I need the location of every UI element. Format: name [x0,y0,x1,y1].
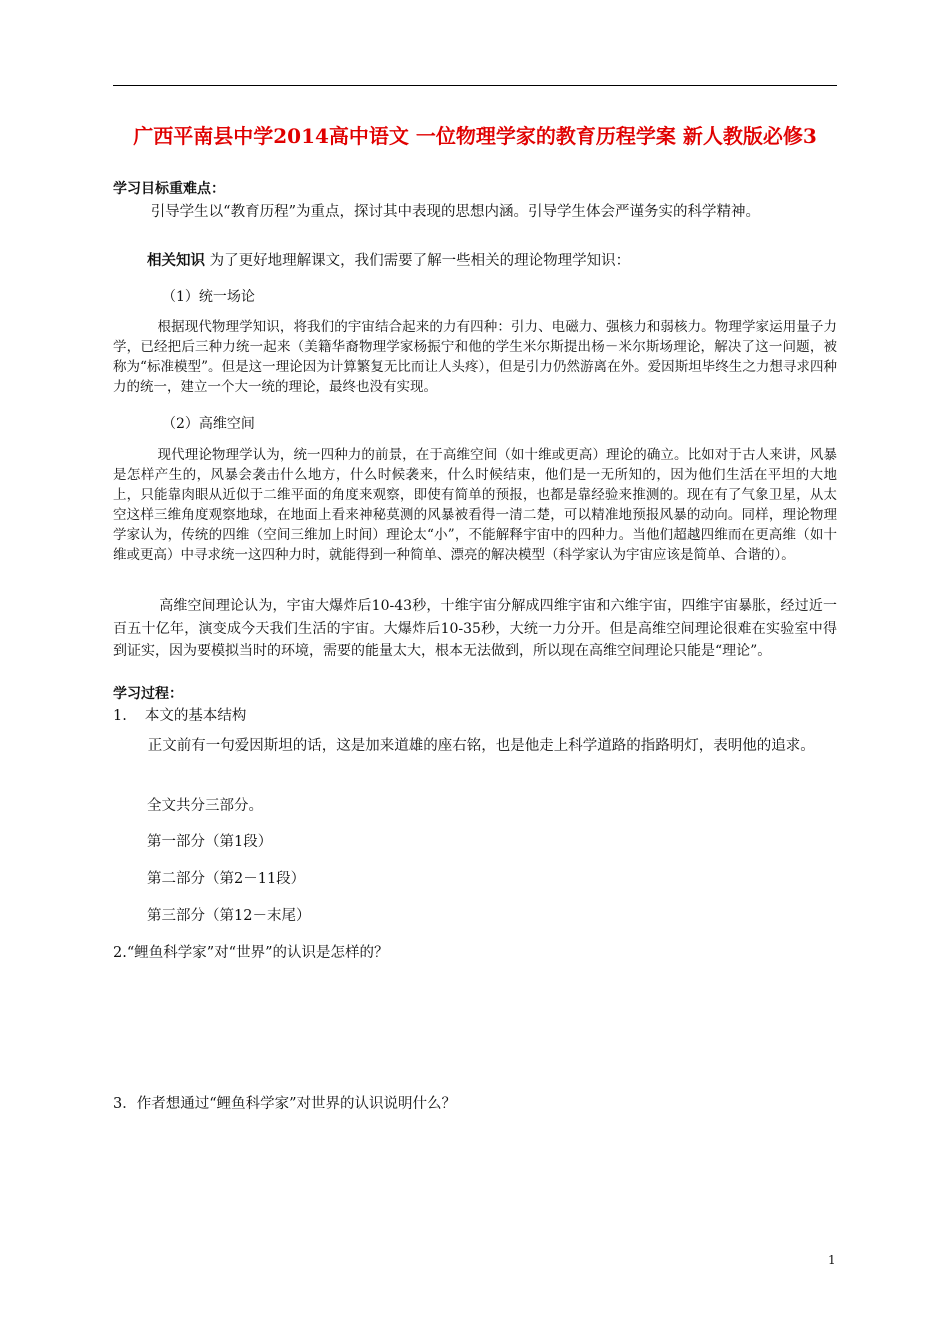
question-3: 3．作者想通过“鲤鱼科学家”对世界的认识说明什么？ [113,1096,457,1112]
goals-text: 引导学生以“教育历程”为重点，探讨其中表现的思想内涵。引导学生体会严谨务实的科学精神。 [150,204,761,220]
question-1 [113,703,837,730]
page-number: 1 [828,1253,836,1267]
structure-text: 正文前有一句爱因斯坦的话，这是加来道雄的座右铭，也是他走上科学道路的指路明灯，表明他的追求。 [147,738,815,754]
question-1-number: 1. [113,708,127,724]
header-rule [113,85,837,86]
question-1-text: 本文的基本结构 [144,708,247,724]
parts-intro: 全文共分三部分。 [147,798,263,814]
section1-heading: （1）统一场论 [162,289,255,305]
knowledge-label: 相关知识 [147,252,205,269]
section2-heading: （2）高维空间 [162,416,255,432]
section2-paragraph-1: 现代理论物理学认为，统一四种力的前景，在于高维空间（如十维或更高）理论的确立。比如对于古人来讲，风暴是怎样产生的，风暴会袭击什么地方，什么时候袭来，什么时候结束，他们是一无所知的，因为他们生活在平坦的大地上，只能靠肉眼从近似于二维平面的角度来观察，即使有简单的预报，也都是靠经验来推测的。现在有了气象卫星，从太空这样三维角度观察地球，在地面上看来神秘莫测的风暴被看得一清二楚，可以精准地预报风暴的动向。同样，理论物理学家认为，传统的四维（空间三维加上时间）理论太“小”，不能解释宇宙中的四种力。当他们超越四维而在更高维（如十维或更高）中寻求统一这四种力时，就能得到一种简单、漂亮的解决模型（科学家认为宇宙应该是简单、合谐的）。 [113,447,837,563]
document-title: 广西平南县中学2014高中语文 一位物理学家的教育历程学案 新人教版必修3 [133,124,817,148]
process-heading: 学习过程： [113,686,183,702]
question-2: 2.“鲤鱼科学家”对“世界”的认识是怎样的？ [113,945,389,961]
section2-paragraph-2: 高维空间理论认为，宇宙大爆炸后10-43秒，十维宇宙分解成四维宇宙和六维宇宙，四维宇宙暴胀，经过近一百五十亿年，演变成今天我们生活的宇宙。大爆炸后10-35秒，大统一力分开。但是高维空间理论很难在实验室中得到证实，因为要模拟当时的环境，需要的能量太大，根本无法做到，所以现在高维空间理论只能是“理论”。 [113,598,837,659]
goals-heading: 学习目标重难点： [113,181,225,197]
knowledge-text: 为了更好地理解课文，我们需要了解一些相关的理论物理学知识： [205,253,631,269]
part-1: 第一部分（第1段） [147,834,273,850]
knowledge-line [113,250,837,272]
part-2: 第二部分（第2－11段） [147,871,306,887]
section1-paragraph: 根据现代物理学知识，将我们的宇宙结合起来的力有四种：引力、电磁力、强核力和弱核力。物理学家运用量子力学，已经把后三种力统一起来（美籍华裔物理学家杨振宁和他的学生米尔斯提出杨－米尔斯场理论，解决了这一问题，被称为“标准模型”。但是这一理论因为计算繁复无比而让人头疼），但是引力仍然游离在外。爱因斯坦毕终生之力想寻求四种力的统一，建立一个大一统的理论，最终也没有实现。 [113,319,837,395]
part-3: 第三部分（第12－末尾） [147,908,311,924]
